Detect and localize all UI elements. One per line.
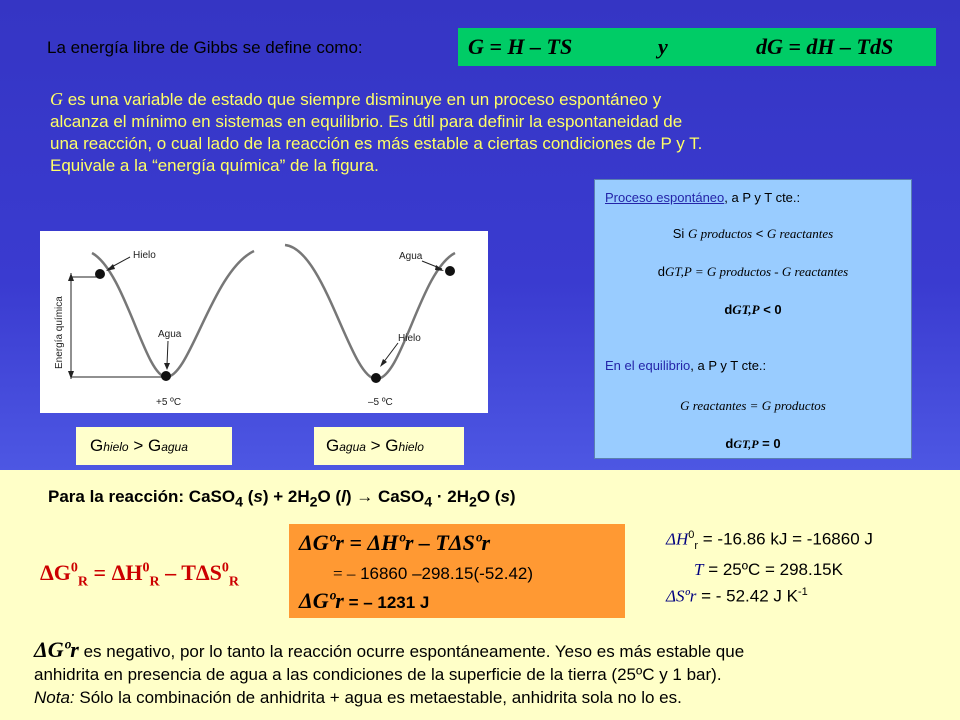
right-temp: –5 ºC — [368, 397, 393, 408]
figure-ylabel: Energía química — [54, 296, 65, 369]
box-eq-title: En el equilibrio, a P y T cte.: — [605, 358, 767, 373]
value-temperature: T = 25ºC = 298.15K — [694, 560, 843, 580]
para-line-4: Equivale a la “energía química” de la figura. — [50, 156, 379, 175]
intro-text: La energía libre de Gibbs se define como: — [47, 38, 363, 57]
para-line-3: una reacción, o cual lado de la reacción es más estable a ciertas condiciones de P y T. — [50, 134, 703, 153]
conclusion-note: Nota: Sólo la combinación de anhidrita + agua es metaestable, anhidrita sola no lo es. — [34, 688, 682, 707]
energy-curves — [40, 231, 488, 413]
left-temp: +5 ºC — [156, 397, 182, 408]
right-curve — [285, 245, 455, 379]
right-top-ball — [445, 266, 455, 276]
conclusion-text: ΔGºr es negativo, por lo tanto la reacción ocurre espontáneamente. Yeso es más estable que anhidrita en presencia de agua a las condiciones de la superficie de la tierra (25ºC y 1 bar). Nota: Sólo la combinación de anhidrita + agua es metaestable, anhidrita sola no lo es. — [34, 638, 944, 709]
gibbs-equation-box — [458, 28, 936, 66]
right-bottom-label: Hielo — [398, 333, 421, 344]
energy-figure — [40, 231, 488, 413]
description-paragraph — [50, 88, 870, 177]
box-line-4: G reactantes = G productos — [680, 398, 826, 413]
spontaneity-box — [594, 179, 912, 459]
left-top-label: Hielo — [133, 250, 156, 261]
left-curve — [92, 251, 254, 377]
calculation-box — [289, 524, 625, 618]
value-enthalpy: $\Delta H^0_r = -16.86$ kJ = -16860 J — [666, 529, 873, 553]
equation-left: G = H – TS — [468, 34, 573, 59]
caption-right: Gagua > Ghielo — [314, 427, 464, 465]
given-values — [662, 524, 873, 608]
value-entropy: ΔSºr = - 52.42 J $K^{-1}$ — [666, 586, 808, 606]
para-line-2: alcanza el mínimo en sistemas en equilibrio. Es útil para definir la espontaneidad de — [50, 112, 683, 131]
left-top-ball — [95, 269, 105, 279]
conclusion-line-2: anhidrita en presencia de agua a las condiciones de la superficie de la tierra (25ºC y 1 bar). — [34, 665, 722, 684]
box-line-2: dGT,P = G productos - G reactantes — [657, 264, 849, 279]
g-symbol: G — [50, 89, 63, 109]
right-bottom-ball — [371, 373, 381, 383]
caption-left: Ghielo > Gagua — [76, 427, 232, 465]
box-title: Proceso espontáneo, a P y T cte.: — [605, 190, 801, 205]
equation-mid: y — [658, 34, 668, 59]
gibbs-reaction-equation: $\Delta G^0_R = \Delta H^0_R - T\Delta S^0_R$ — [40, 560, 240, 590]
box-line-5: dGT,P = 0 — [725, 436, 781, 451]
calc-line-2: = – 16860 –298.15(-52.42) — [333, 564, 534, 583]
calc-line-3: ΔGºr = – 1231 J — [299, 588, 430, 613]
left-bottom-ball — [161, 371, 171, 381]
para-line-1: es una variable de estado que siempre disminuye en un proceso espontáneo y — [63, 90, 662, 109]
box-line-1: Si G productos < G reactantes — [672, 226, 834, 241]
calc-line-1: ΔGºr = ΔHºr – TΔSºr — [299, 530, 491, 555]
arrow-icon: → — [356, 487, 374, 506]
box-line-3: dGT,P < 0 — [724, 302, 782, 317]
equation-right: dG = dH – TdS — [756, 34, 894, 59]
reaction-line: Para la reacción: CaSO$_4$ $(s) + 2H_2O$ (l) → CaSO$_4$ · $2H_2O$ (s) — [48, 487, 516, 511]
left-bottom-label: Agua — [158, 329, 182, 340]
right-top-label: Agua — [399, 251, 423, 262]
